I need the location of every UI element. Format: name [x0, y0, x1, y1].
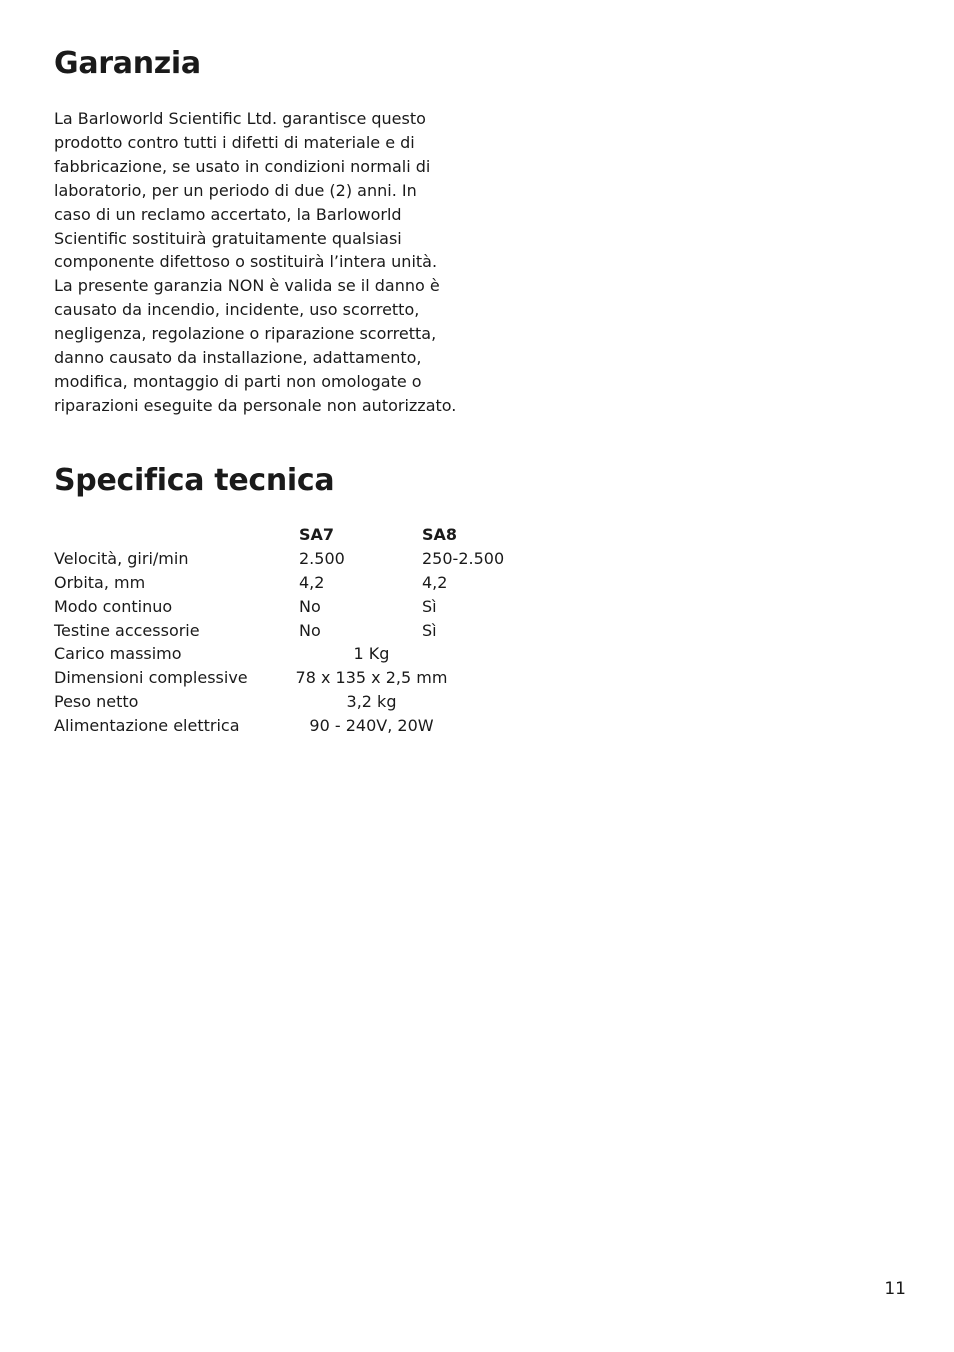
specs-header-row [54, 523, 534, 547]
spec-value-sa7: No [299, 620, 321, 640]
column-header-sa8: SA8 [422, 525, 458, 544]
spec-value-sa8: Sì [422, 596, 437, 616]
warranty-paragraph [54, 107, 494, 418]
warranty-line: negligenza, regolazione o riparazione scorretta, [54, 324, 437, 344]
specs-row [54, 595, 534, 619]
warranty-line: La Barloworld Scientific Ltd. garantisce questo [54, 109, 426, 128]
spec-value-sa7: 2.500 [299, 548, 345, 568]
column-header-sa7: SA7 [299, 525, 335, 544]
specs-table [54, 523, 534, 738]
warranty-line: componente difettoso o sostituirà l’intera unità. [54, 252, 438, 272]
spec-label: Carico massimo [54, 644, 182, 664]
spec-label: Velocità, giri/min [54, 548, 189, 568]
spec-shared-value: 78 x 135 x 2,5 mm [295, 668, 448, 688]
spec-value-sa8: 250-2.500 [422, 548, 505, 568]
warranty-line: modifica, montaggio di parti non omologate o [54, 371, 422, 391]
specs-shared-row [54, 666, 534, 690]
spec-label: Peso netto [54, 692, 139, 712]
spec-shared-value: 1 Kg [353, 644, 390, 664]
specs-row [54, 547, 534, 571]
spec-value-sa7: No [299, 596, 321, 616]
warranty-line: riparazioni eseguite da personale non autorizzato. [54, 395, 457, 415]
specs-shared-row [54, 690, 534, 714]
spec-value-sa7: 4,2 [299, 572, 325, 592]
specs-row [54, 619, 534, 643]
warranty-line: causato da incendio, incidente, uso scorretto, [54, 300, 420, 320]
spec-label: Orbita, mm [54, 572, 146, 592]
page-number: 11 [884, 1279, 906, 1299]
warranty-line: caso di un reclamo accertato, la Barloworld [54, 204, 402, 224]
warranty-line: danno causato da installazione, adattamento, [54, 348, 422, 368]
spec-shared-value: 90 - 240V, 20W [309, 716, 434, 736]
warranty-line: fabbricazione, se usato in condizioni normali di [54, 156, 431, 176]
spec-label: Dimensioni complessive [54, 668, 248, 688]
spec-shared-value: 3,2 kg [346, 692, 397, 712]
warranty-line: laboratorio, per un periodo di due (2) anni. In [54, 180, 417, 200]
spec-value-sa8: Sì [422, 620, 437, 640]
warranty-line: Scientific sostituirà gratuitamente qualsiasi [54, 228, 402, 248]
specs-shared-row [54, 642, 534, 666]
spec-label: Modo continuo [54, 596, 173, 616]
spec-label: Alimentazione elettrica [54, 716, 240, 736]
spec-value-sa8: 4,2 [422, 572, 448, 592]
warranty-line: prodotto contro tutti i difetti di materiale e di [54, 132, 415, 152]
spec-label: Testine accessorie [54, 620, 200, 640]
specs-row [54, 571, 534, 595]
specs-shared-row [54, 714, 534, 738]
warranty-title: Garanzia [54, 46, 201, 81]
specs-title: Specifica tecnica [54, 463, 335, 498]
warranty-line: La presente garanzia NON è valida se il danno è [54, 276, 440, 296]
